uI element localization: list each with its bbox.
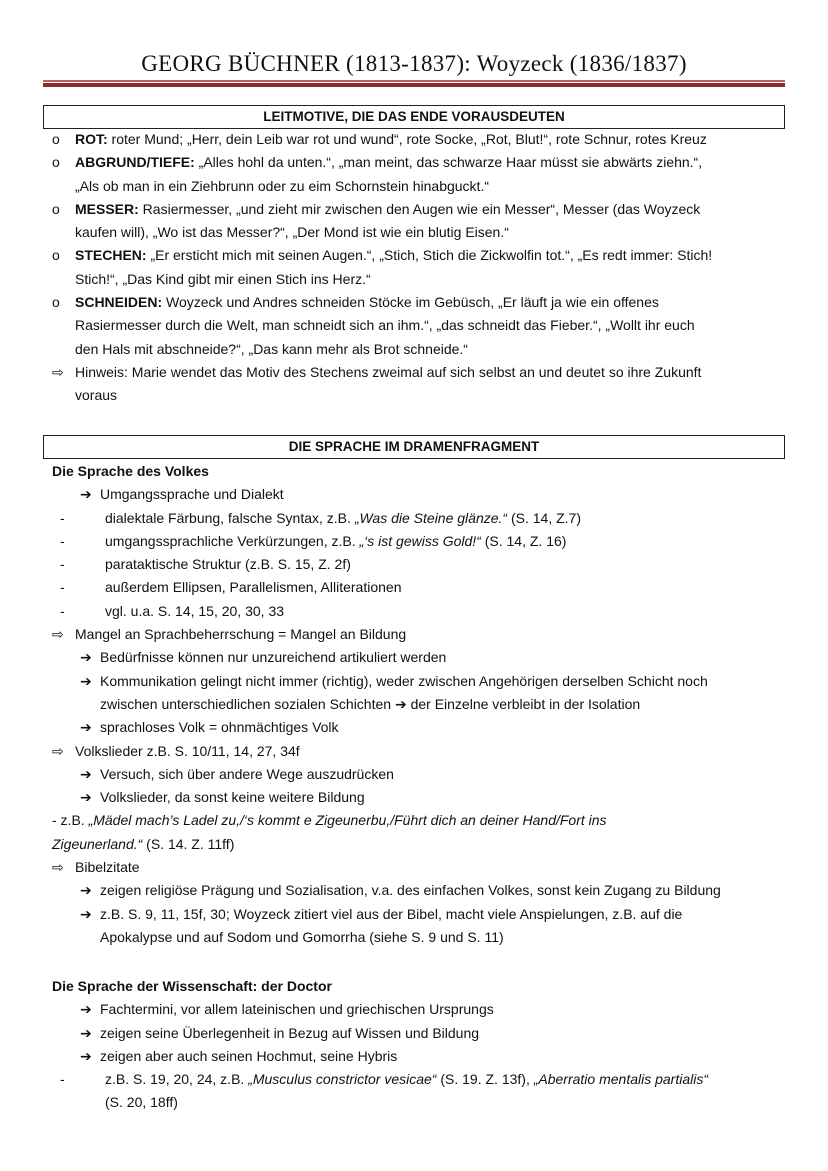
arrow-right-icon: ➔: [80, 882, 92, 899]
dash-bullet-icon: -: [60, 1071, 65, 1088]
dash-bullet-icon: -: [60, 509, 65, 526]
arrow-right-icon: ➔: [80, 672, 92, 689]
list-item-stechen: o STECHEN: „Er ersticht mich mit seinen Augen.“, „Stich, Stich die Zickwolfin tot.“, „Es redt immer: Stich!: [44, 244, 789, 267]
arrow-right-icon: ➔: [80, 719, 92, 736]
page-title: GEORG BÜCHNER (1813-1837): Woyzeck (1836/1837): [141, 51, 687, 76]
hollow-arrow-icon: ⇨: [52, 859, 64, 876]
subheading-volk: Die Sprache des Volkes: [52, 463, 209, 479]
list-item-schneiden: o SCHNEIDEN: Woyzeck und Andres schneiden Stöcke im Gebüsch, „Er läuft ja wie ein offenes: [44, 291, 789, 314]
arrow-right-icon: ➔: [80, 649, 92, 666]
hollow-arrow-icon: ⇨: [52, 742, 64, 759]
leitmotive-list: o ROT: roter Mund; „Herr, dein Leib war rot und wund“, rote Socke, „Rot, Blut!“, rote Schnur, rotes Kreuz o ABGRUND/TIEFE: „Alles hohl da unten.“, „man meint, das schwarze Haar müsst sie abwärts ziehn.“, „Als ob man in ein Ziehbrunn oder zu eim Schornstein hinabguckt.“ o MESSER: Rasiermesser, „und zieht mir zwischen den Augen wie ein Messer“, Messer (das Woyzeck kaufen will), „Wo ist das Messer?“, „Der Mond ist wie ein blutig Eisen.“ o STECHEN: „Er ersticht mich mit seinen Augen.“, „Stich, Stich die Zickwolfin tot.“, „Es redt immer: Stich! Stich!“, „Das Kind gibt mir einen Stich ins Herz.“ o SCHNEIDEN: Woyzeck und Andres schneiden Stöcke im Gebüsch, „Er läuft ja wie ein offenes Rasiermesser durch die Welt, man schneidt sich an ihm.“, „das schneidt das Fieber.“, „Wollt ihr euch den Hals mit abschneide?“, „Das kann mehr als Brot schneide.“ ⇨ Hinweis: Marie wendet das Motiv des Stechens zweimal auf sich selbst an und deutet so ihre Zukunft voraus: [44, 128, 789, 408]
arrow-right-icon: ➔: [80, 905, 92, 922]
list-item-abgrund: o ABGRUND/TIEFE: „Alles hohl da unten.“, „man meint, das schwarze Haar müsst sie abwärts ziehn.“,: [44, 151, 789, 174]
list-item-rot: o ROT: roter Mund; „Herr, dein Leib war rot und wund“, rote Socke, „Rot, Blut!“, rote Schnur, rotes Kreuz: [44, 128, 789, 151]
arrow-right-icon: ➔: [80, 1047, 92, 1064]
hollow-arrow-icon: ⇨: [52, 363, 64, 380]
arrow-right-icon: ➔: [80, 789, 92, 806]
title-rule-thick: [43, 83, 785, 87]
arrow-right-icon: ➔: [80, 1001, 92, 1018]
sprache-list: Die Sprache des Volkes ➔ Umgangssprache und Dialekt - dialektale Färbung, falsche Syntax, z.B. „Was die Steine glänze.“ (S. 14, Z.7) - umgangssprachliche Verkürzungen, z.B. „‘s ist gewiss Gold!“ (S. 14, Z. 16) - parataktische Struktur (z.B. S. 15, Z. 2f) - außerdem Ellipsen, Parallelismen, Alliterationen - vgl. u.a. S. 14, 15, 20, 30, 33 ⇨ Mangel an Sprachbeherrschung = Mangel an Bildung ➔ Bedürfnisse können nur unzureichend artikuliert werden ➔ Kommunikation gelingt nicht immer (richtig), weder zwischen Angehörigen derselben Schicht noch zwischen unterschiedlichen sozialen Schichten ➔ der Einzelne verbleibt in der Isolation ➔ sprachloses Volk = ohnmächtiges Volk ⇨ Volkslieder z.B. S. 10/11, 14, 27, 34f ➔ Versuch, sich über andere Wege auszudrücken ➔ Volkslieder, da sonst keine weitere Bildung - z.B. „Mädel mach’s Ladel zu,/‘s kommt e Zigeunerbu,/Führt dich an deiner Hand/Fort ins Zigeunerland.“ (S. 14. Z. 11ff) ⇨ Bibelzitate ➔ zeigen religiöse Prägung und Sozialisation, v.a. des einfachen Volkes, sonst kein Zugang zu Bildung ➔ z.B. S. 9, 11, 15f, 30; Woyzeck zitiert viel aus der Bibel, macht viele Anspielungen, z.B. auf die Apokalypse und auf Sodom und Gomorrha (siehe S. 9 und S. 11): [44, 460, 789, 949]
title-rule-thin: [43, 80, 785, 82]
section-heading-sprache: DIE SPRACHE IM DRAMENFRAGMENT: [43, 435, 785, 459]
list-item-hinweis: ⇨ Hinweis: Marie wendet das Motiv des Stechens zweimal auf sich selbst an und deutet so ihre Zukunft: [44, 361, 789, 384]
circle-bullet-icon: o: [52, 200, 60, 217]
section-heading-leitmotive: LEITMOTIVE, DIE DAS ENDE VORAUSDEUTEN: [43, 105, 785, 129]
wissenschaft-list: Die Sprache der Wissenschaft: der Doctor ➔ Fachtermini, vor allem lateinischen und griechischen Ursprungs ➔ zeigen seine Überlegenheit in Bezug auf Wissen und Bildung ➔ zeigen aber auch seinen Hochmut, seine Hybris - z.B. S. 19, 20, 24, z.B. „Musculus constrictor vesicae“ (S. 19. Z. 13f), „Aberratio mentalis partialis“ (S. 20, 18ff): [44, 975, 789, 1115]
arrow-right-icon: ➔: [80, 1024, 92, 1041]
subheading-wissenschaft: Die Sprache der Wissenschaft: der Doctor: [52, 978, 332, 994]
dash-bullet-icon: -: [60, 602, 65, 619]
arrow-right-icon: ➔: [394, 695, 407, 712]
circle-bullet-icon: o: [52, 154, 60, 171]
circle-bullet-icon: o: [52, 247, 60, 264]
dash-bullet-icon: -: [60, 532, 65, 549]
arrow-right-icon: ➔: [80, 486, 92, 503]
dash-bullet-icon: -: [60, 579, 65, 596]
circle-bullet-icon: o: [52, 294, 60, 311]
dash-bullet-icon: -: [60, 556, 65, 573]
circle-bullet-icon: o: [52, 131, 60, 147]
list-item-messer: o MESSER: Rasiermesser, „und zieht mir zwischen den Augen wie ein Messer“, Messer (das Woyzeck: [44, 198, 789, 221]
hollow-arrow-icon: ⇨: [52, 626, 64, 643]
arrow-right-icon: ➔: [80, 765, 92, 782]
